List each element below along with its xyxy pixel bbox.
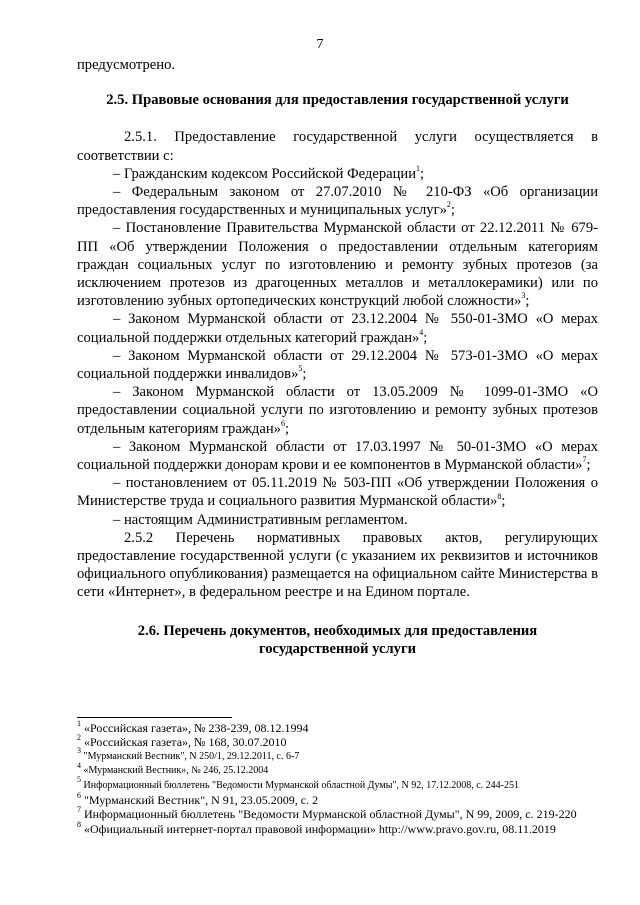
list-item-text: – Законом Мурманской области от 23.12.2004 № 550-01-ЗМО «О мерах социальной поддержки отдельных категорий граждан»: [77, 311, 598, 346]
list-item-law-50: [77, 438, 598, 474]
list-item-law-550: [77, 310, 598, 346]
list-item-resolution-503: [77, 474, 598, 510]
list-item-government-resolution: [77, 219, 598, 310]
paragraph-2-5-1: 2.5.1. Предоставление государственной услуги осуществляется в соответствии с:: [77, 129, 598, 164]
footnote-ref-2: 2: [446, 200, 451, 210]
footnote-text: "Мурманский Вестник", N 250/1, 29.12.2011, с. 6-7: [83, 750, 300, 762]
footnote-text: «Мурманский Вестник», № 246, 25.12.2004: [83, 765, 269, 777]
list-item-text: – Законом Мурманской области от 17.03.1997 № 50-01-ЗМО «О мерах социальной поддержки донорам крови и ее компонентов в Мурманской области»: [77, 438, 598, 474]
footnote-number: 5: [77, 775, 81, 785]
footnote-ref-3: 3: [521, 291, 526, 301]
footnotes: [77, 721, 598, 836]
footnote-number: 4: [77, 760, 81, 770]
footnote-number: 6: [77, 791, 81, 801]
list-item-law-1099: [77, 383, 598, 438]
footnote-number: 8: [77, 819, 81, 829]
punctuation: ;: [501, 493, 506, 510]
footnote-number: 7: [77, 805, 81, 815]
footnote-ref-8: 8: [497, 491, 502, 501]
footnote-text: Информационный бюллетень "Ведомости Мурманской областной Думы", N 92, 17.12.2008, с. 244-251: [83, 779, 519, 791]
footnote-5: [77, 775, 598, 793]
punctuation: ;: [586, 457, 591, 474]
list-item-text: – постановлением от 05.11.2019 № 503-ПП «Об утверждении Положения о Министерстве труда и социального развития Мурманской области»: [77, 475, 598, 510]
footnote-ref-4: 4: [419, 327, 424, 337]
paragraph-continuation: предусмотрено.: [77, 57, 176, 73]
list-item-text: – Законом Мурманской области от 13.05.2009 № 1099-01-ЗМО «О предоставлении социальной услуги по изготовлению и ремонту зубных протезов отдельным категориям граждан»: [77, 384, 598, 437]
punctuation: ;: [450, 202, 455, 219]
footnote-6: [77, 793, 598, 807]
footnote-text: «Официальный интернет-портал правовой информации» http://www.pravo.gov.ru, 08.11.2019: [84, 821, 556, 836]
punctuation: ;: [423, 329, 428, 346]
footnote-ref-1: 1: [416, 163, 421, 173]
footnote-text: "Мурманский Вестник", N 91, 23.05.2009, с. 2: [84, 793, 319, 808]
footnote-1: [77, 721, 598, 735]
punctuation: ;: [420, 165, 425, 182]
footnote-text: Информационный бюллетень "Ведомости Мурманской областной Думы", N 99, 2009, с. 219-220: [84, 807, 577, 822]
punctuation: ;: [525, 293, 530, 310]
section-heading-2-5: 2.5. Правовые основания для предоставления государственной услуги: [106, 92, 569, 109]
list-item-law-573: [77, 347, 598, 383]
footnote-number: 3: [77, 746, 81, 756]
footnote-3: [77, 746, 598, 764]
list-item-text: – Законом Мурманской области от 29.12.2004 № 573-01-ЗМО «О мерах социальной поддержки инвалидов»: [77, 347, 598, 383]
paragraph-2-5-2: 2.5.2 Перечень нормативных правовых актов, регулирующих предоставление государственной услуги (с указанием их реквизитов и источников официального опубликования) размещается на официальном сайте Министерства в сети «Интернет», в федеральном реестре и на Едином портале.: [77, 529, 598, 601]
footnote-text: «Российская газета», № 238-239, 08.12.1994: [84, 721, 309, 735]
page-number: 7: [316, 37, 324, 52]
footnote-number: 1: [77, 719, 81, 728]
footnote-ref-6: 6: [280, 418, 285, 428]
footnote-7: [77, 807, 598, 821]
footnote-2: [77, 735, 598, 749]
section-heading-2-6-line2: государственной услуги: [258, 640, 417, 657]
footnote-4: [77, 760, 598, 778]
footnote-text: «Российская газета», № 168, 30.07.2010: [84, 735, 287, 750]
list-item-text: – Гражданским кодексом Российской Федерации: [113, 165, 417, 182]
document-body: [77, 56, 598, 658]
footnote-ref-5: 5: [298, 364, 303, 374]
footnote-number: 2: [77, 733, 81, 743]
list-item-text: – Постановление Правительства Мурманской области от 22.12.2011 № 679-ПП «Об утверждении Положения о предоставлении отдельным категориям граждан социальных услуг по изготовлению и ремонту зубных протезов (за исключением протезов из драгоценных металлов и металлокерамики) или по изготовлению зубных ортопедических конструкций любой сложности»: [77, 220, 598, 310]
footnote-ref-7: 7: [582, 455, 587, 465]
footnote-8: [77, 819, 598, 836]
list-item-civil-code: [77, 165, 598, 183]
list-item-federal-law: [77, 183, 598, 219]
section-heading-2-6-line1: 2.6. Перечень документов, необходимых для предоставления: [137, 622, 538, 639]
punctuation: ;: [302, 366, 307, 383]
list-item-text: – Федеральным законом от 27.07.2010 № 210-ФЗ «Об организации предоставления государственных и муниципальных услуг»: [77, 184, 598, 219]
list-item-regulation: – настоящим Административным регламентом.: [113, 511, 408, 528]
footnote-separator: [77, 717, 232, 718]
punctuation: ;: [284, 420, 289, 437]
